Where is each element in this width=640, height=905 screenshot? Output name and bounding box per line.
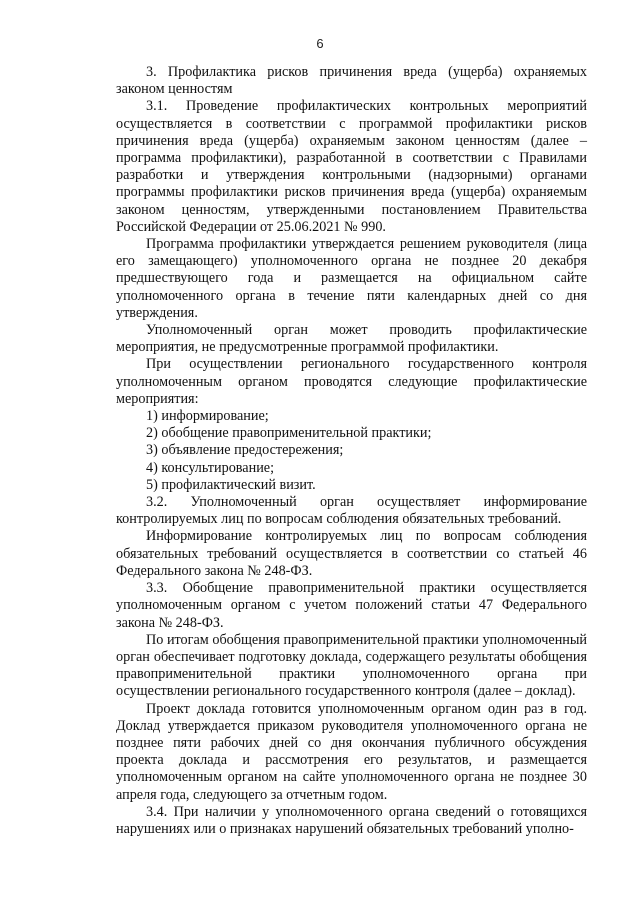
page-number: 6 bbox=[316, 36, 324, 51]
paragraph: Программа профилактики утверждается решением руководителя (лица его замещающего) уполномоченного органа не позднее 20 декабря предшествующего года и размещается на официальном сайте уполномоченного органа в течение пяти календарных дней со дня утверждения. bbox=[116, 236, 587, 321]
paragraph: 3.1. Проведение профилактических контрольных мероприятий осуществляется в соответствии с программой профилактики рисков причинения вреда (ущерба) охраняемым законом ценностям (далее – программа профилактики), разработанной в соответствии с Правилами разработки и утверждения контрольными (надзорными) органами программы профилактики рисков причинения вреда (ущерба) охраняемым законом ценностям, утвержденными постановлением Правительства Российской Федерации от 25.06.2021 № 990. bbox=[116, 98, 587, 235]
paragraph: 3.3. Обобщение правоприменительной практики осуществляется уполномоченным органом с учетом положений статьи 47 Федерального закона № 248-ФЗ. bbox=[116, 580, 587, 631]
list-item: 2) обобщение правоприменительной практики; bbox=[146, 425, 432, 442]
paragraph: Информирование контролируемых лиц по вопросам соблюдения обязательных требований осуществляется в соответствии со статьей 46 Федерального закона № 248-ФЗ. bbox=[116, 528, 587, 579]
document-body bbox=[116, 64, 587, 838]
list-item: 1) информирование; bbox=[146, 408, 269, 425]
paragraph: 3.4. При наличии у уполномоченного органа сведений о готовящихся нарушениях или о признаках нарушений обязательных требований уполно- bbox=[116, 803, 587, 837]
paragraph: По итогам обобщения правоприменительной практики уполномоченный орган обеспечивает подготовку доклада, содержащего результаты обобщения правоприменительной практики уполномоченного органа при осуществлении регионального государственного контроля (далее – доклад). bbox=[116, 631, 587, 700]
paragraph: Проект доклада готовится уполномоченным органом один раз в год. Доклад утверждается приказом руководителя уполномоченного органа не позднее пяти рабочих дней со дня окончания публичного обсуждения проекта доклада и рассмотрения его результатов, и размещается уполномоченным органом на сайте уполномоченного органа не позднее 30 апреля года, следующего за отчетным годом. bbox=[116, 700, 587, 803]
list-item: 4) консультирование; bbox=[146, 459, 275, 476]
paragraph: Уполномоченный орган может проводить профилактические мероприятия, не предусмотренные программой профилактики. bbox=[116, 322, 587, 356]
section-heading: 3. Профилактика рисков причинения вреда (ущерба) охраняемых законом ценностям bbox=[116, 64, 587, 98]
list-item: 3) объявление предостережения; bbox=[146, 442, 344, 459]
list-item: 5) профилактический визит. bbox=[146, 476, 316, 493]
paragraph: При осуществлении регионального государственного контроля уполномоченным органом проводятся следующие профилактические мероприятия: bbox=[116, 356, 587, 407]
paragraph: 3.2. Уполномоченный орган осуществляет информирование контролируемых лиц по вопросам соблюдения обязательных требований. bbox=[116, 494, 587, 528]
